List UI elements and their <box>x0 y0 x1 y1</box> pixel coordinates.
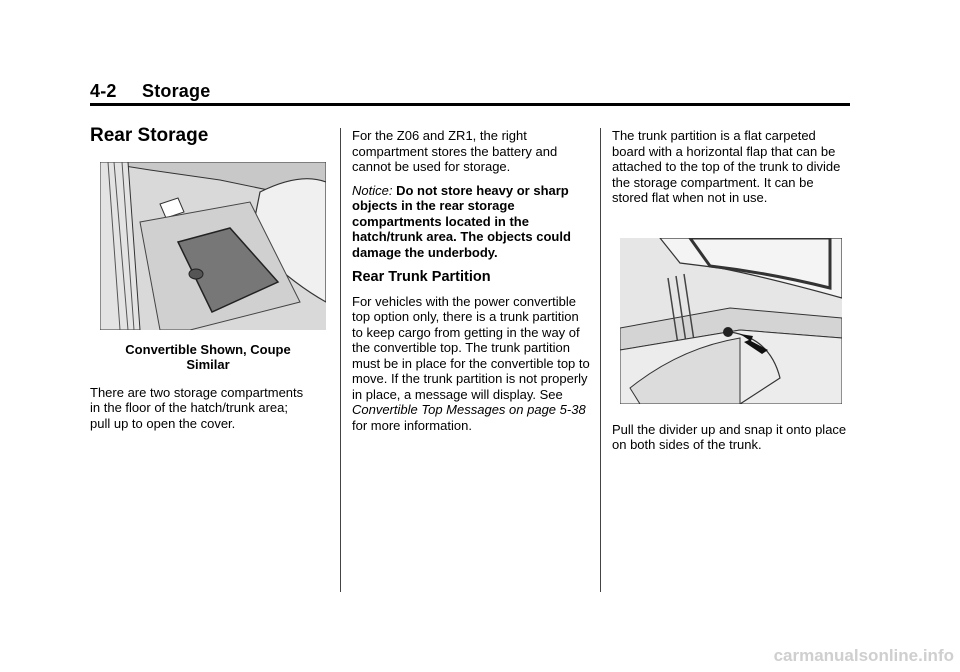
watermark: carmanualsonline.info <box>773 646 954 665</box>
page-header-title <box>90 81 210 102</box>
column-divider-2 <box>600 128 601 592</box>
right-body-text: Pull the divider up and snap it onto place on both sides of the trunk. <box>612 421 847 452</box>
right-intro-text: The trunk partition is a flat carpeted board with a horizontal flap that can be attached to the top of the trunk to divide the storage compartment. It can be stored flat when not in use. <box>612 128 841 205</box>
notice-label: Notice: <box>352 182 393 198</box>
cross-reference-link[interactable]: Convertible Top Messages on page 5-38 <box>352 402 586 417</box>
partition-body-part-1: For vehicles with the power convertible top option only, there is a trunk partition to keep cargo from getting in the way of the convertible top. The trunk partition must be in place for the convertible top to move. If the trunk partition is not properly in place, a message will display. See <box>352 293 590 402</box>
subsection-heading: Rear Trunk Partition <box>352 269 491 285</box>
section-number: 4-2 <box>90 81 117 101</box>
chapter-title: Storage <box>142 81 211 101</box>
figure-caption-line-2: Similar <box>186 357 230 372</box>
middle-intro-text: For the Z06 and ZR1, the right compartment stores the battery and cannot be used for storage. <box>352 128 558 174</box>
notice-text: Do not store heavy or sharp objects in the rear storage compartments located in the hatch/trunk area. The objects could damage the underbody. <box>352 182 571 260</box>
column-divider-1 <box>340 128 341 592</box>
trunk-partition-illustration <box>620 238 842 404</box>
section-heading: Rear Storage <box>90 125 209 146</box>
left-body-text: There are two storage compartments in the floor of the hatch/trunk area; pull up to open the cover. <box>90 384 304 431</box>
header-rule <box>90 103 850 106</box>
figure-caption-line-1: Convertible Shown, Coupe <box>125 341 291 357</box>
rear-storage-illustration <box>100 162 326 330</box>
figure-caption <box>90 342 326 373</box>
middle-column <box>352 128 590 441</box>
notice-paragraph <box>352 183 590 261</box>
left-column <box>90 125 326 439</box>
right-column <box>612 128 852 461</box>
partition-body-part-2: for more information. <box>352 417 472 433</box>
partition-body-text <box>352 294 590 434</box>
